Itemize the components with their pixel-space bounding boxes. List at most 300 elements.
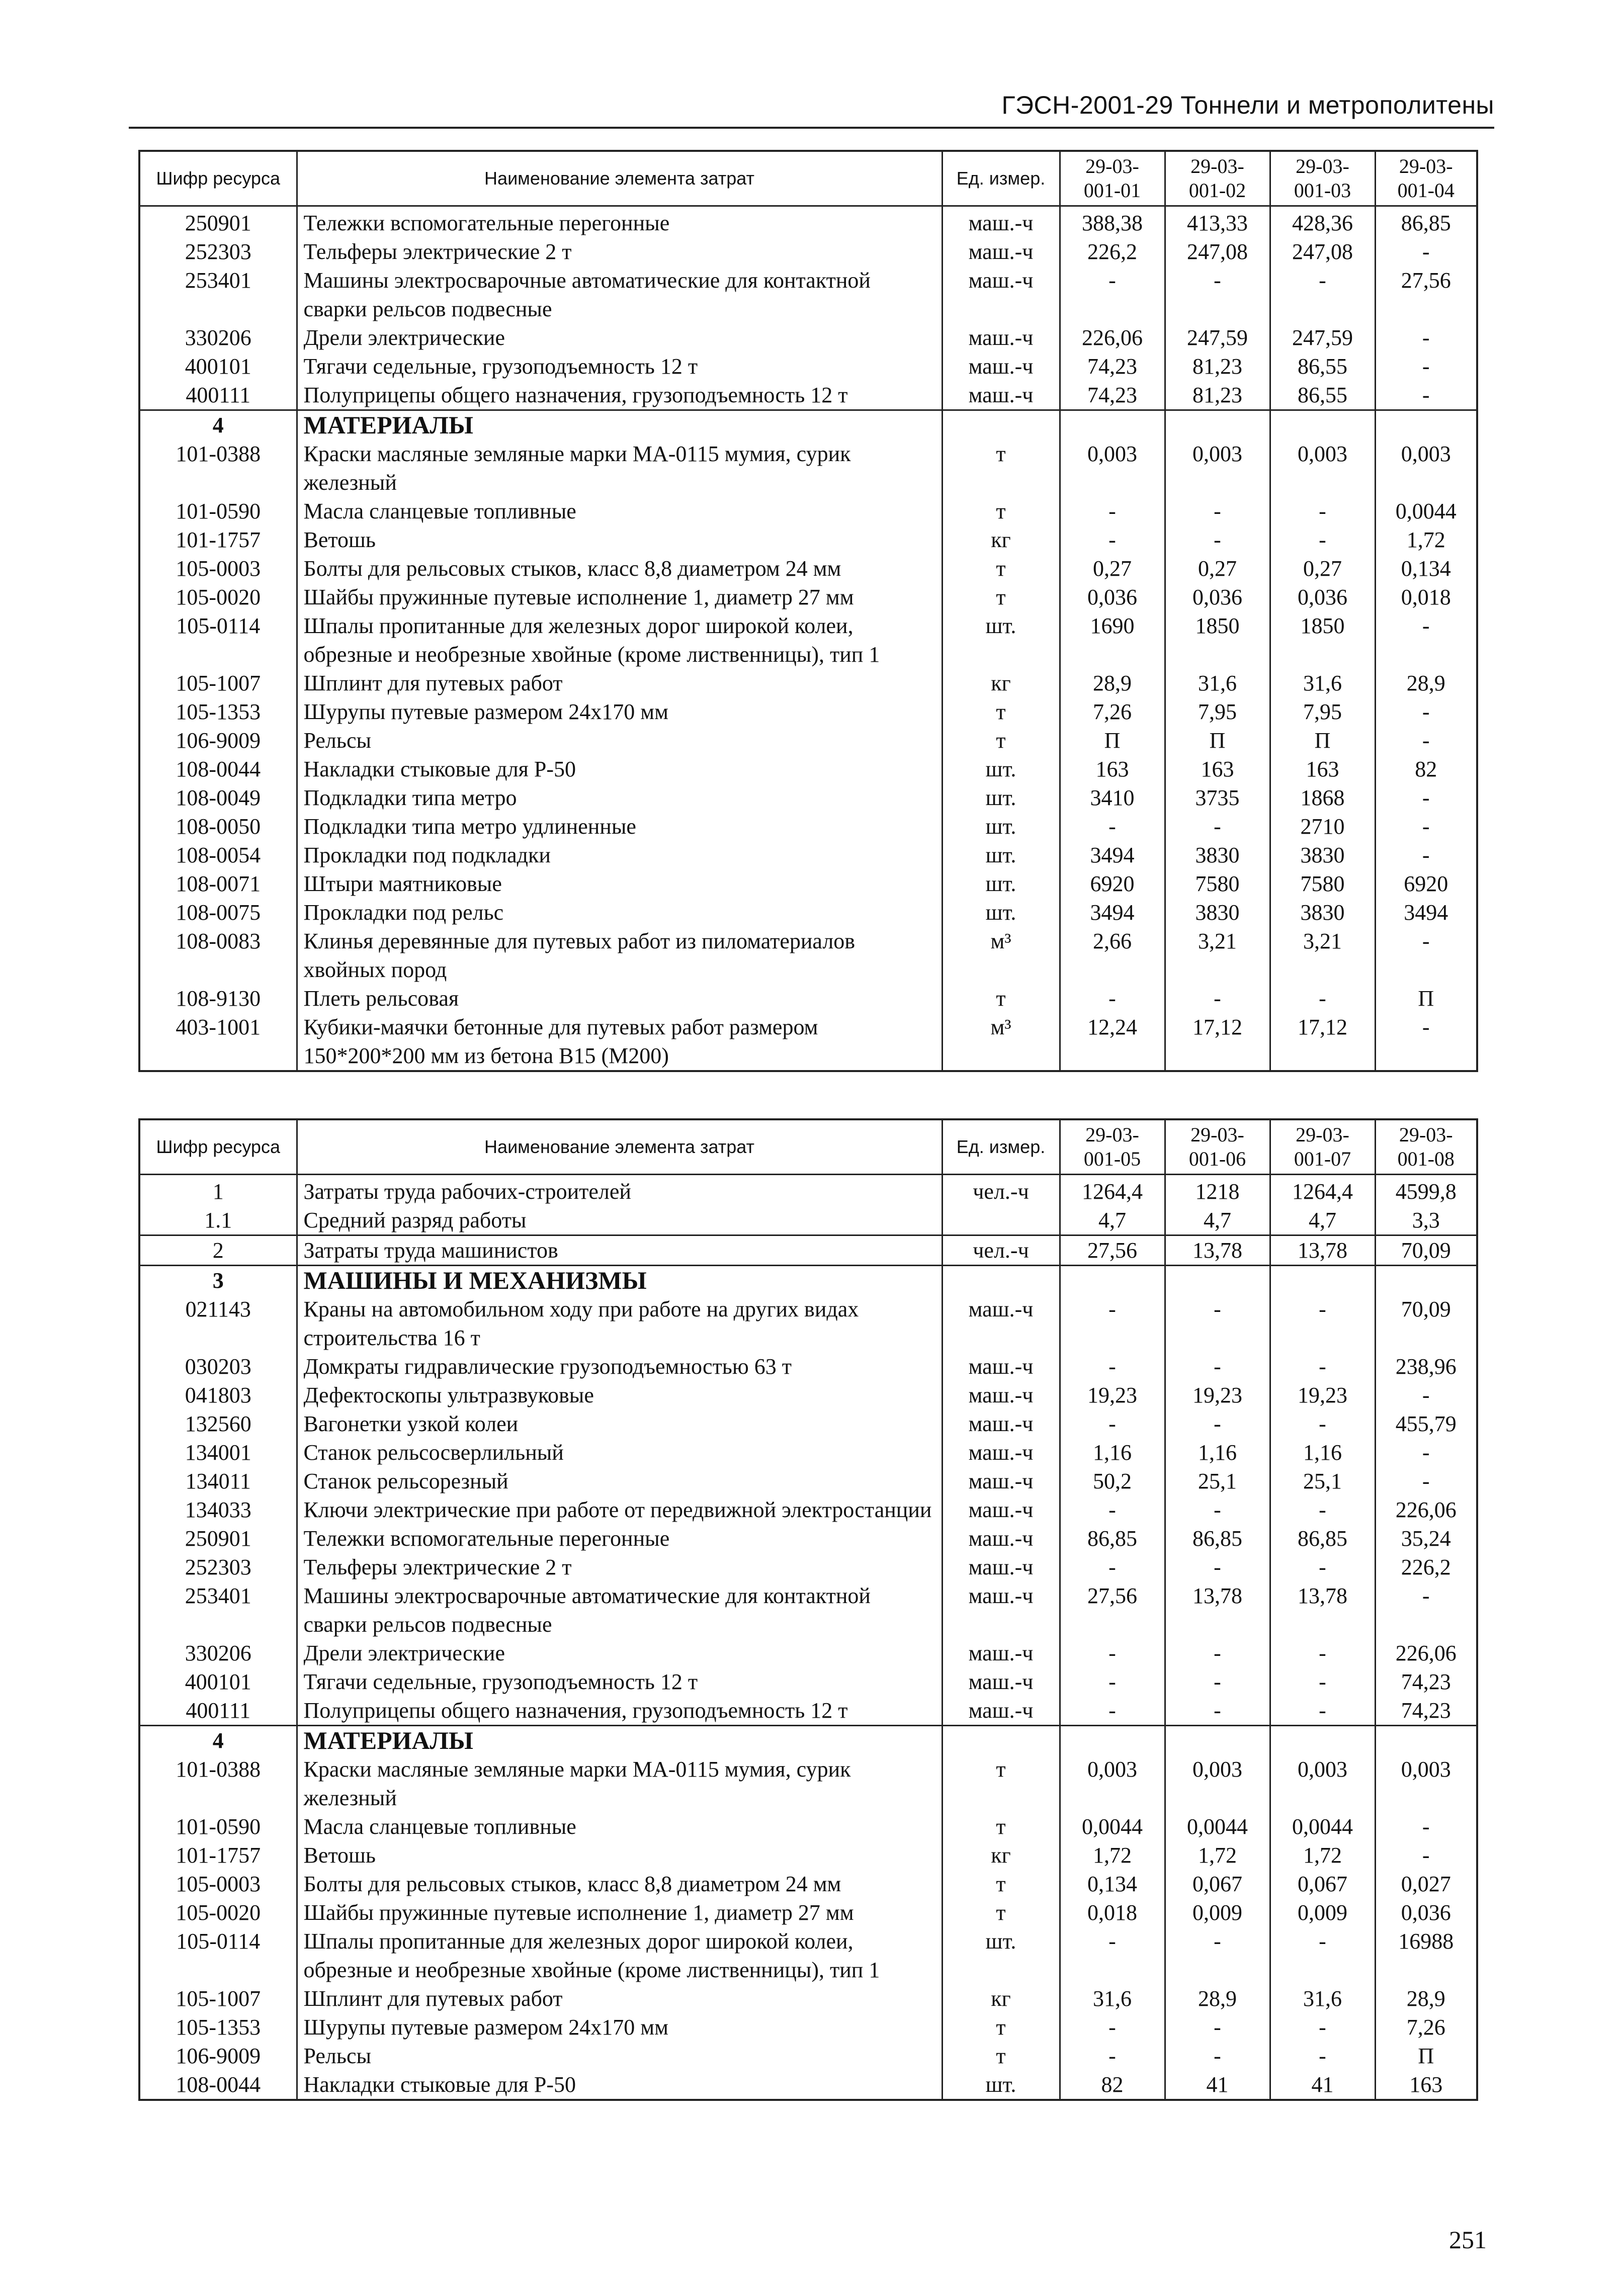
header-name: Наименование элемента затрат [297,1119,942,1175]
table-row [139,1667,1477,1696]
resource-name: Затраты труда машинистов [297,1235,942,1266]
resource-name: МАШИНЫ И МЕХАНИЗМЫ [297,1266,942,1295]
resource-code: 108-0049 [139,783,297,812]
norm-value: П [1165,726,1270,755]
norm-value: 19,23 [1270,1381,1375,1409]
resource-name: Вагонетки узкой колеи [297,1409,942,1438]
norm-value: 74,23 [1375,1667,1477,1696]
table-row [139,497,1477,525]
header-code: Шифр ресурса [139,151,297,206]
norm-value: 0,0044 [1375,497,1477,525]
norm-value [1375,1726,1477,1755]
table-row [139,1755,1477,1812]
norm-value: 74,23 [1060,381,1165,410]
resource-code: 101-0590 [139,497,297,525]
norm-value: 3830 [1270,841,1375,869]
header-name: Наименование элемента затрат [297,151,942,206]
norm-value: П [1375,2042,1477,2070]
resource-unit: м³ [942,927,1060,984]
resource-name: Шурупы путевые размером 24х170 мм [297,2013,942,2042]
resource-name: Масла сланцевые топливные [297,1812,942,1841]
norm-value: 0,003 [1375,439,1477,497]
table-row [139,984,1477,1013]
table-row [139,783,1477,812]
norm-value: 7,95 [1165,697,1270,726]
table-row [139,1235,1477,1266]
resource-unit: кг [942,1984,1060,2013]
norm-value: - [1165,525,1270,554]
norm-value: - [1060,2013,1165,2042]
norm-value: - [1375,927,1477,984]
resource-unit [942,1726,1060,1755]
norm-value: П [1060,726,1165,755]
table-row [139,381,1477,410]
resource-name: Затраты труда рабочих-строителей [297,1175,942,1206]
resource-code: 4 [139,1726,297,1755]
table-row [139,1175,1477,1206]
resource-code: 101-1757 [139,1841,297,1870]
table-header-row [139,151,1477,206]
norm-value: 1850 [1165,611,1270,669]
norm-value: 0,036 [1165,583,1270,611]
table-row [139,697,1477,726]
table-row [139,1295,1477,1352]
table-row [139,439,1477,497]
norm-value: - [1375,783,1477,812]
table-row [139,841,1477,869]
norm-value: 0,009 [1270,1898,1375,1927]
resource-code: 108-0050 [139,812,297,841]
section-row [139,1726,1477,1755]
resource-unit: т [942,1898,1060,1927]
norm-value: 12,24 [1060,1013,1165,1071]
resource-name: Дефектоскопы ультразвуковые [297,1381,942,1409]
norm-value: - [1060,812,1165,841]
norm-value: 28,9 [1375,669,1477,697]
resource-unit: маш.-ч [942,1295,1060,1352]
header-norm-col: 29-03- 001-04 [1375,151,1477,206]
norm-value: 1850 [1270,611,1375,669]
norm-value: - [1375,1467,1477,1495]
header-norm-col: 29-03- 001-03 [1270,151,1375,206]
resource-name: Болты для рельсовых стыков, класс 8,8 диаметром 24 мм [297,554,942,583]
resource-name: Краны на автомобильном ходу при работе на других видах строительства 16 т [297,1295,942,1352]
norm-value: 226,2 [1060,237,1165,266]
norm-value: 41 [1270,2070,1375,2100]
norm-value [1060,1266,1165,1295]
resource-unit: т [942,1755,1060,1812]
resource-code: 134001 [139,1438,297,1467]
resource-code: 134033 [139,1495,297,1524]
resource-name: Подкладки типа метро удлиненные [297,812,942,841]
norm-value: 7580 [1270,869,1375,898]
norm-value: 81,23 [1165,352,1270,381]
norm-value: 0,036 [1060,583,1165,611]
resource-name: Рельсы [297,2042,942,2070]
norm-value: 6920 [1375,869,1477,898]
resource-unit: маш.-ч [942,237,1060,266]
resource-name: Подкладки типа метро [297,783,942,812]
norm-value: - [1375,381,1477,410]
norm-value: 86,85 [1270,1524,1375,1553]
norm-value: 1,16 [1270,1438,1375,1467]
header-unit: Ед. измер. [942,151,1060,206]
resource-code: 105-0003 [139,1870,297,1898]
norm-value: 19,23 [1165,1381,1270,1409]
table-row [139,1013,1477,1071]
resource-unit [942,410,1060,440]
norm-value: - [1270,2042,1375,2070]
norm-value: - [1270,1495,1375,1524]
norm-value: - [1060,2042,1165,2070]
norm-value: - [1375,812,1477,841]
resource-code: 400111 [139,381,297,410]
norm-value [1060,410,1165,440]
norm-value: 226,06 [1375,1495,1477,1524]
norm-value: 3410 [1060,783,1165,812]
table-row [139,1870,1477,1898]
norm-value: 70,09 [1375,1235,1477,1266]
table-row [139,554,1477,583]
norm-value: П [1270,726,1375,755]
resource-code: 400101 [139,352,297,381]
table-row [139,1927,1477,1984]
norm-value: - [1165,1639,1270,1667]
resource-code: 403-1001 [139,1013,297,1071]
norm-value: 31,6 [1270,669,1375,697]
norm-value: 3830 [1165,898,1270,927]
norm-value: - [1060,497,1165,525]
header-norm-col: 29-03- 001-08 [1375,1119,1477,1175]
resource-code: 108-0054 [139,841,297,869]
norm-value: 86,85 [1060,1524,1165,1553]
norm-value: - [1270,1553,1375,1581]
norm-value: - [1270,2013,1375,2042]
norm-value: 74,23 [1375,1696,1477,1726]
norm-value: - [1060,1409,1165,1438]
norm-value: 247,59 [1270,323,1375,352]
table-row [139,869,1477,898]
norm-value: 4,7 [1270,1206,1375,1235]
resource-unit: маш.-ч [942,1581,1060,1639]
norm-value: 388,38 [1060,206,1165,238]
norm-value: - [1060,266,1165,323]
norm-value: 0,0044 [1270,1812,1375,1841]
norm-value: 31,6 [1165,669,1270,697]
norm-value: - [1270,1295,1375,1352]
resource-unit: шт. [942,898,1060,927]
resource-code: 021143 [139,1295,297,1352]
resource-name: Полуприцепы общего назначения, грузоподъемность 12 т [297,1696,942,1726]
norm-value: 1264,4 [1060,1175,1165,1206]
norm-value: 0,0044 [1165,1812,1270,1841]
norm-value: 27,56 [1375,266,1477,323]
resource-name: Прокладки под рельс [297,898,942,927]
resource-unit: маш.-ч [942,1553,1060,1581]
norm-value: - [1165,1667,1270,1696]
resource-name: МАТЕРИАЛЫ [297,410,942,440]
norm-value: 1,72 [1165,1841,1270,1870]
norm-value: 25,1 [1270,1467,1375,1495]
resource-code: 2 [139,1235,297,1266]
resource-name: Домкраты гидравлические грузоподъемностью 63 т [297,1352,942,1381]
resource-name: Штыри маятниковые [297,869,942,898]
resource-name: Станок рельсорезный [297,1467,942,1495]
norm-value: - [1060,1352,1165,1381]
norm-value: 19,23 [1060,1381,1165,1409]
norm-value: - [1375,1013,1477,1071]
resource-name: Станок рельсосверлильный [297,1438,942,1467]
norm-value: 0,27 [1060,554,1165,583]
resource-code: 105-0114 [139,1927,297,1984]
resource-name: Тельферы электрические 2 т [297,237,942,266]
norm-value: - [1165,2013,1270,2042]
norm-value: 13,78 [1270,1581,1375,1639]
norm-value: 31,6 [1060,1984,1165,2013]
resource-unit: маш.-ч [942,266,1060,323]
table-row [139,352,1477,381]
resource-code: 134011 [139,1467,297,1495]
table-row [139,2042,1477,2070]
table-row [139,726,1477,755]
table-body [139,206,1477,1072]
resource-unit: т [942,726,1060,755]
resource-code: 400101 [139,1667,297,1696]
norm-value: - [1375,352,1477,381]
norm-value: 247,08 [1165,237,1270,266]
norm-value: - [1270,1696,1375,1726]
resource-name: Накладки стыковые для Р-50 [297,2070,942,2100]
header-norm-col: 29-03- 001-05 [1060,1119,1165,1175]
norm-value: - [1375,323,1477,352]
resource-code: 253401 [139,1581,297,1639]
resource-unit: т [942,2042,1060,2070]
header-norm-col: 29-03- 001-06 [1165,1119,1270,1175]
norm-value: - [1270,1639,1375,1667]
norm-value: 1264,4 [1270,1175,1375,1206]
norm-value: 0,003 [1165,1755,1270,1812]
norm-value: 0,003 [1375,1755,1477,1812]
resource-name: Краски масляные земляные марки МА-0115 мумия, сурик железный [297,1755,942,1812]
page-number: 251 [1449,2226,1487,2254]
norm-value: - [1165,1295,1270,1352]
resource-name: МАТЕРИАЛЫ [297,1726,942,1755]
resource-name: Шайбы пружинные путевые исполнение 1, диаметр 27 мм [297,583,942,611]
resource-name: Машины электросварочные автоматические для контактной сварки рельсов подвесные [297,266,942,323]
norm-value: 1,72 [1060,1841,1165,1870]
resource-code: 106-9009 [139,2042,297,2070]
norm-value: 0,003 [1060,439,1165,497]
resource-name: Шплинт для путевых работ [297,1984,942,2013]
resource-code: 101-1757 [139,525,297,554]
resource-unit: маш.-ч [942,1438,1060,1467]
table-row [139,927,1477,984]
norm-value: - [1270,1927,1375,1984]
resource-code: 108-0075 [139,898,297,927]
norm-value: 0,027 [1375,1870,1477,1898]
table-row [139,1841,1477,1870]
table-row [139,323,1477,352]
resource-code: 400111 [139,1696,297,1726]
section-row [139,410,1477,440]
resource-table-2 [138,1118,1478,2101]
norm-value: 3830 [1165,841,1270,869]
norm-value: - [1060,1667,1165,1696]
resource-name: Прокладки под подкладки [297,841,942,869]
norm-value: - [1375,1381,1477,1409]
resource-name: Тягачи седельные, грузоподъемность 12 т [297,352,942,381]
table-row [139,1206,1477,1235]
resource-name: Масла сланцевые топливные [297,497,942,525]
norm-value: 4,7 [1060,1206,1165,1235]
table-row [139,611,1477,669]
norm-value: - [1165,1927,1270,1984]
resource-unit: т [942,2013,1060,2042]
norm-value: - [1270,1409,1375,1438]
norm-value: 3,21 [1165,927,1270,984]
table-row [139,1438,1477,1467]
resource-unit: маш.-ч [942,206,1060,238]
resource-code: 101-0590 [139,1812,297,1841]
table-row [139,525,1477,554]
resource-name: Дрели электрические [297,323,942,352]
norm-value: 247,59 [1165,323,1270,352]
norm-value: 1,72 [1270,1841,1375,1870]
resource-unit: маш.-ч [942,1495,1060,1524]
norm-value: 226,06 [1060,323,1165,352]
resource-unit: шт. [942,869,1060,898]
resource-name: Накладки стыковые для Р-50 [297,755,942,783]
resource-code: 132560 [139,1409,297,1438]
norm-value: 86,85 [1375,206,1477,238]
resource-code: 330206 [139,323,297,352]
table-row [139,1409,1477,1438]
resource-unit: кг [942,669,1060,697]
norm-value: - [1165,1495,1270,1524]
norm-value: 226,06 [1375,1639,1477,1667]
table-header-row [139,1119,1477,1175]
resource-unit: чел.-ч [942,1175,1060,1206]
norm-value [1270,1266,1375,1295]
resource-code: 4 [139,410,297,440]
norm-value: - [1060,525,1165,554]
resource-unit: маш.-ч [942,1524,1060,1553]
norm-value: - [1375,1438,1477,1467]
resource-unit: маш.-ч [942,1667,1060,1696]
resource-code: 330206 [139,1639,297,1667]
norm-value: - [1270,1667,1375,1696]
resource-unit: маш.-ч [942,1409,1060,1438]
norm-value: - [1165,1409,1270,1438]
norm-value: 1690 [1060,611,1165,669]
resource-unit [942,1266,1060,1295]
resource-name: Клинья деревянные для путевых работ из пиломатериалов хвойных пород [297,927,942,984]
norm-value: 1218 [1165,1175,1270,1206]
norm-value: - [1375,697,1477,726]
table-row [139,1984,1477,2013]
norm-value: - [1375,237,1477,266]
resource-unit: чел.-ч [942,1235,1060,1266]
norm-value: 28,9 [1060,669,1165,697]
resource-code: 105-0020 [139,583,297,611]
resource-name: Машины электросварочные автоматические для контактной сварки рельсов подвесные [297,1581,942,1639]
table-row [139,2013,1477,2042]
header-norm-col: 29-03- 001-01 [1060,151,1165,206]
resource-name: Шурупы путевые размером 24х170 мм [297,697,942,726]
resource-name: Тележки вспомогательные перегонные [297,1524,942,1553]
norm-value: - [1165,2042,1270,2070]
table-row [139,1696,1477,1726]
resource-code: 252303 [139,1553,297,1581]
resource-unit: т [942,697,1060,726]
resource-code: 252303 [139,237,297,266]
resource-name: Плеть рельсовая [297,984,942,1013]
resource-name: Ветошь [297,525,942,554]
norm-value: 7580 [1165,869,1270,898]
header-unit: Ед. измер. [942,1119,1060,1175]
norm-value: - [1270,1352,1375,1381]
resource-code: 1.1 [139,1206,297,1235]
norm-value: 3830 [1270,898,1375,927]
table-row [139,1639,1477,1667]
norm-value: 7,95 [1270,697,1375,726]
norm-value: 86,55 [1270,352,1375,381]
resource-code: 108-9130 [139,984,297,1013]
table-row [139,669,1477,697]
norm-value: 2710 [1270,812,1375,841]
norm-value: - [1270,525,1375,554]
norm-value: 82 [1060,2070,1165,2100]
resource-code: 253401 [139,266,297,323]
resource-code: 101-0388 [139,439,297,497]
norm-value: 3,21 [1270,927,1375,984]
resource-name: Дрели электрические [297,1639,942,1667]
norm-value: 0,036 [1375,1898,1477,1927]
norm-value: - [1165,1553,1270,1581]
norm-value: 31,6 [1270,1984,1375,2013]
resource-unit: маш.-ч [942,381,1060,410]
resource-code: 1 [139,1175,297,1206]
norm-value: 4599,8 [1375,1175,1477,1206]
norm-value: 163 [1375,2070,1477,2100]
resource-name: Шпалы пропитанные для железных дорог широкой колеи, обрезные и необрезные хвойные (кроме лиственницы), тип 1 [297,611,942,669]
resource-code: 250901 [139,206,297,238]
norm-value: 413,33 [1165,206,1270,238]
section-row [139,1266,1477,1295]
norm-value: 13,78 [1165,1581,1270,1639]
resource-code: 106-9009 [139,726,297,755]
table-row [139,1898,1477,1927]
resource-unit: шт. [942,2070,1060,2100]
table-row [139,898,1477,927]
norm-value: - [1375,1841,1477,1870]
header-norm-col: 29-03- 001-07 [1270,1119,1375,1175]
norm-value: 3,3 [1375,1206,1477,1235]
resource-unit: т [942,583,1060,611]
norm-value: 16988 [1375,1927,1477,1984]
resource-unit: т [942,554,1060,583]
table-row [139,266,1477,323]
resource-unit: маш.-ч [942,1467,1060,1495]
table-row [139,1381,1477,1409]
norm-value: 1,72 [1375,525,1477,554]
norm-value: 3494 [1375,898,1477,927]
norm-value: 74,23 [1060,352,1165,381]
norm-value: - [1060,984,1165,1013]
norm-value: 41 [1165,2070,1270,2100]
resource-name: Кубики-маячки бетонные для путевых работ размером 150*200*200 мм из бетона В15 (М200) [297,1013,942,1071]
norm-value: 7,26 [1060,697,1165,726]
